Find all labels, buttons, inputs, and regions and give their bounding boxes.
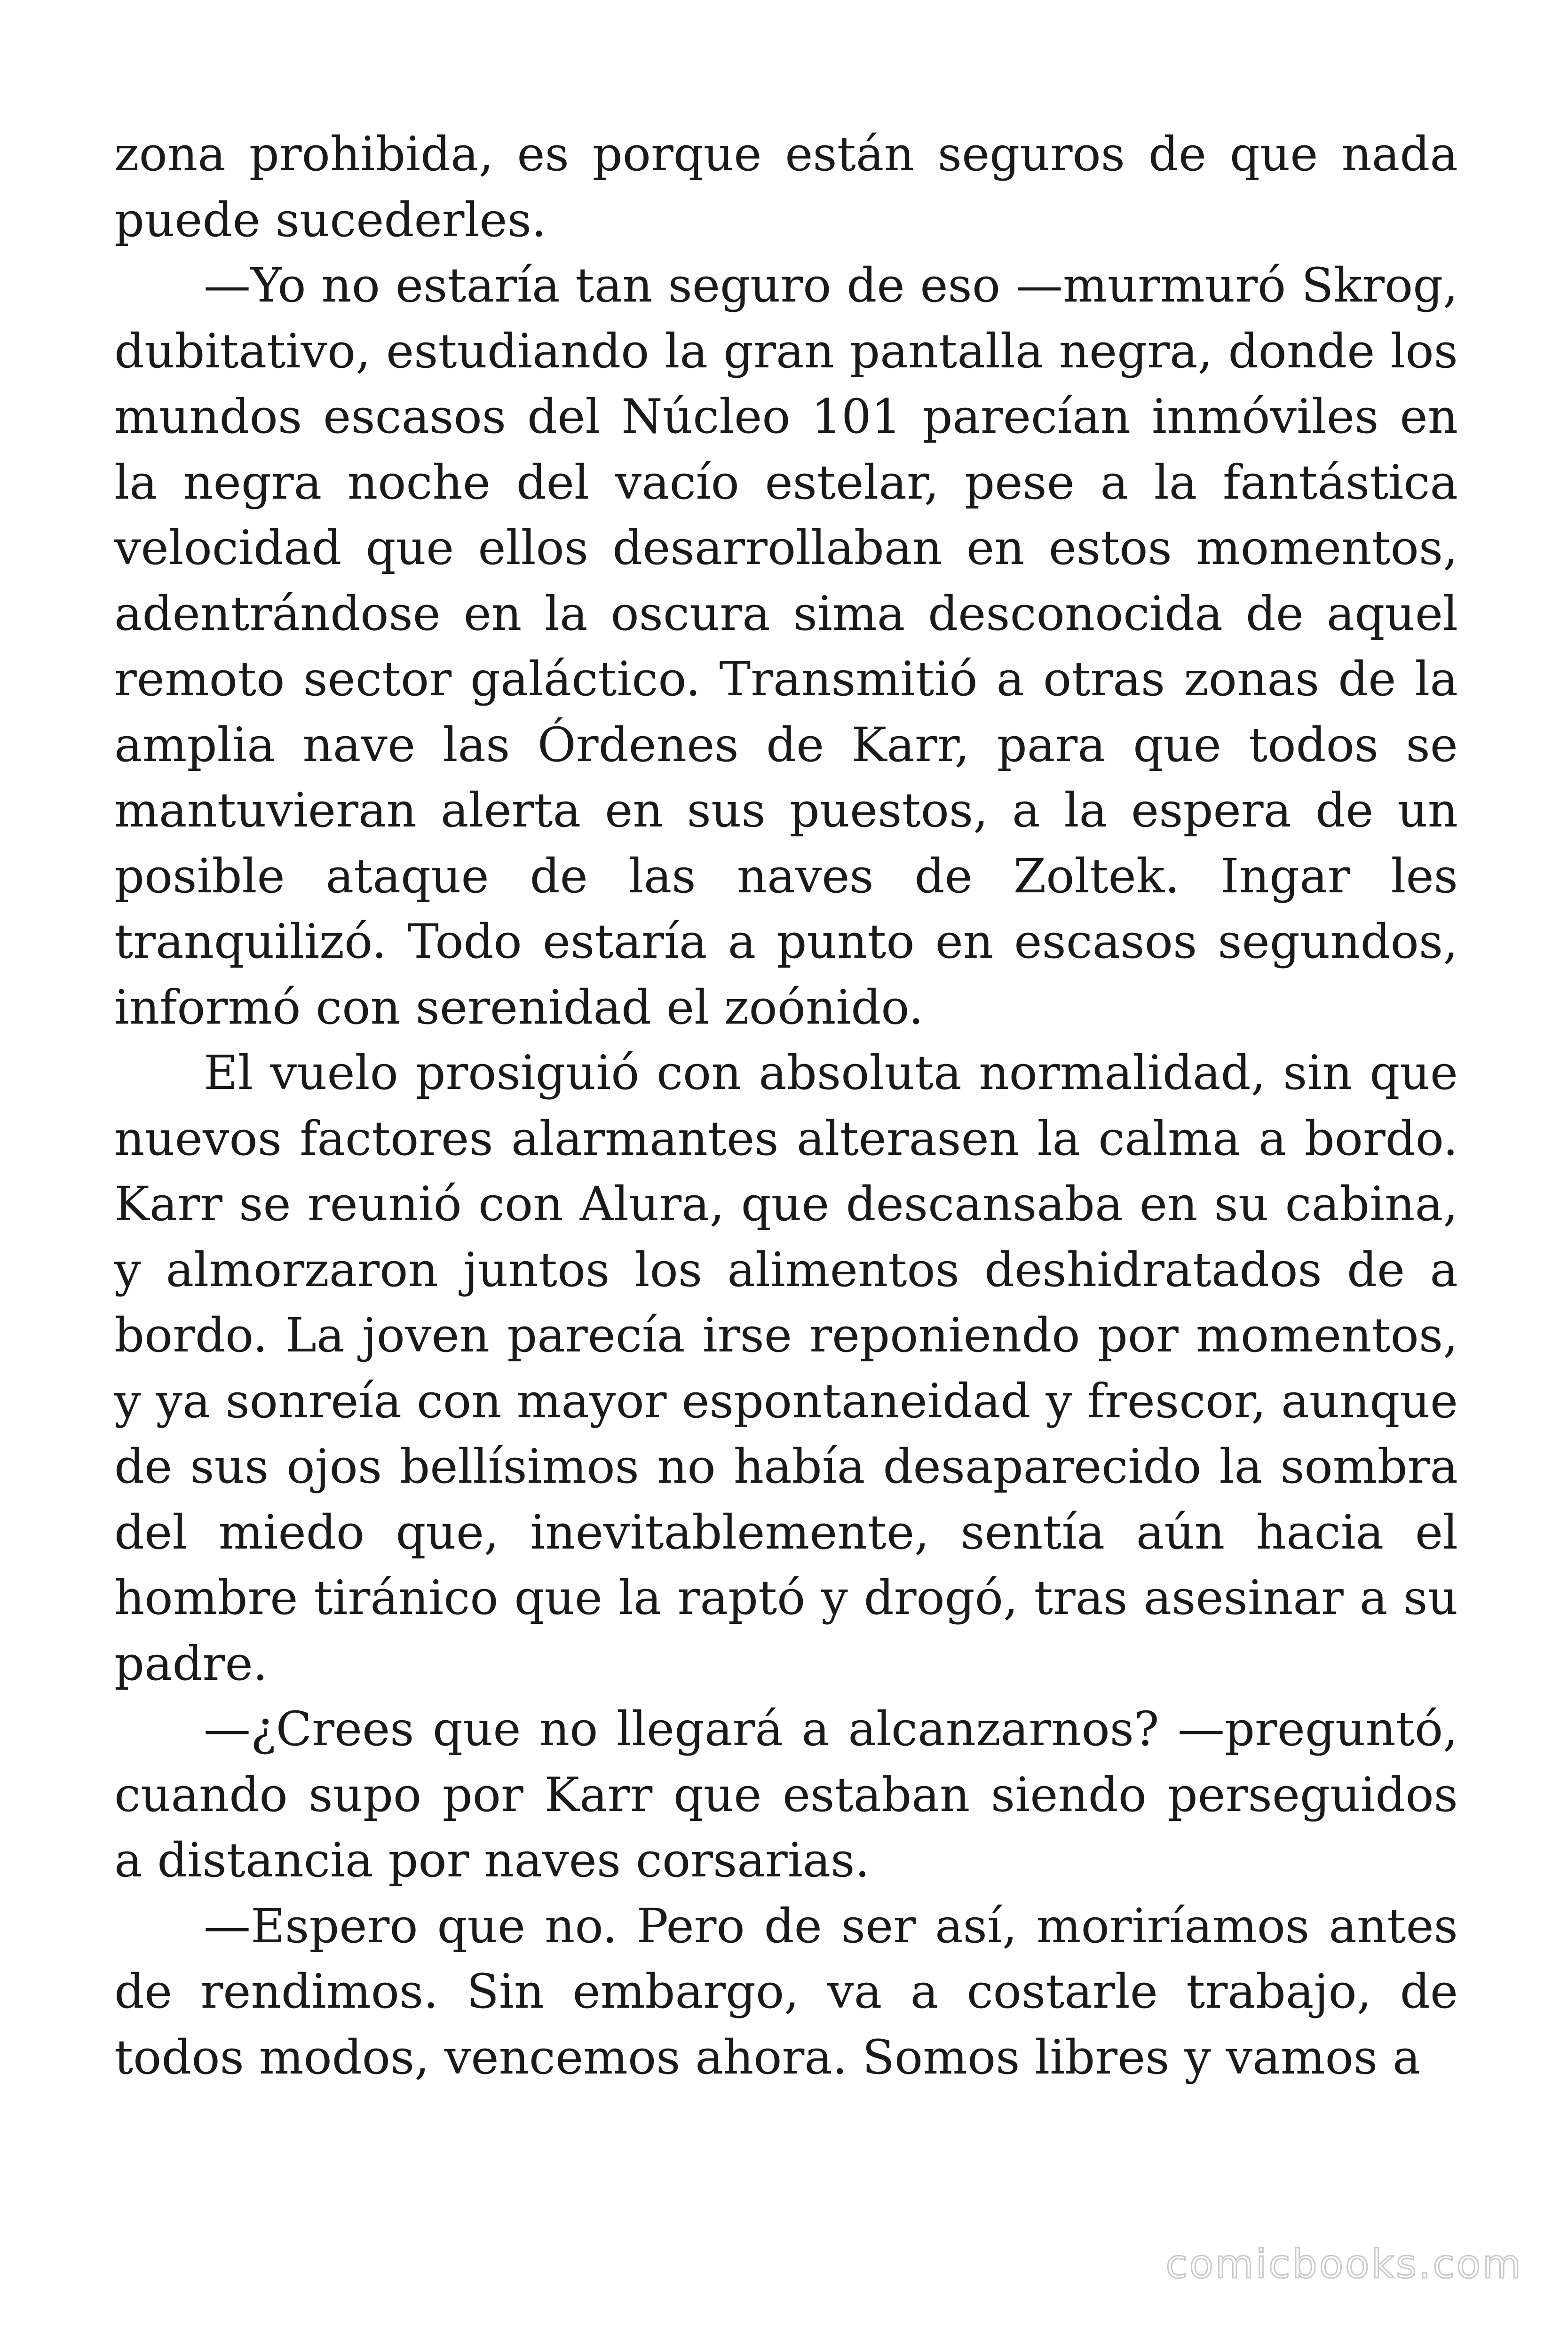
watermark: comicbooks.com: [1165, 2241, 1523, 2287]
body-text: [114, 121, 1458, 2090]
paragraph-2: —Yo no estaría tan seguro de eso —murmuró Skrog, dubitativo, estudiando la gran pantalla negra, donde los mundos escasos del Núcleo 101 parecían inmóviles en la negra noche del vacío estelar, pese a la fantástica velocidad que ellos desarrollaban en estos momentos, adentrándose en la oscura sima desconocida de aquel remoto sector galáctico. Transmitió a otras zonas de la amplia nave las Órdenes de Karr, para que todos se mantuvieran alerta en sus puestos, a la espera de un posible ataque de las naves de Zoltek. Ingar les tranquilizó. Todo estaría a punto en escasos segundos, informó con serenidad el zoónido.: [114, 258, 1458, 1035]
paragraph-1: zona prohibida, es porque están seguros de que nada puede sucederles.: [114, 127, 1458, 247]
paragraph-4: —¿Crees que no llegará a alcanzarnos? —preguntó, cuando supo por Karr que estaban siendo perseguidos a distancia por naves corsarias.: [114, 1701, 1458, 1888]
paragraph-3: El vuelo prosiguió con absoluta normalidad, sin que nuevos factores alarmantes alterasen la calma a bordo. Karr se reunió con Alura, que descansaba en su cabina, y almorzaron juntos los alimentos deshidratados de a bordo. La joven parecía irse reponiendo por momentos, y ya sonreía con mayor espontaneidad y frescor, aunque de sus ojos bellísimos no había desaparecido la sombra del miedo que, inevitablemente, sentía aún hacia el hombre tiránico que la raptó y drogó, tras asesinar a su padre.: [114, 1045, 1458, 1691]
paragraph-5: —Espero que no. Pero de ser así, moriríamos antes de rendimos. Sin embargo, va a costarle trabajo, de todos modos, vencemos ahora. Somos libres y vamos a: [114, 1898, 1458, 2085]
